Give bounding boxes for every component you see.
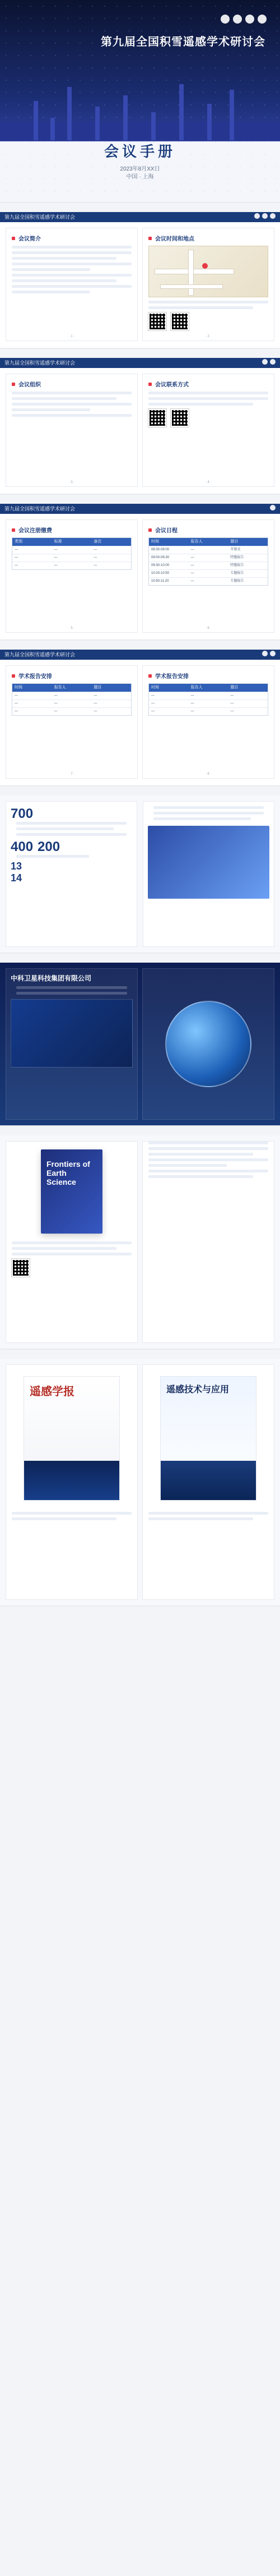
intro-spread <box>0 212 280 348</box>
table-row: 10:50-11:20 — 专题报告 <box>149 577 268 585</box>
logo-3-icon <box>245 15 254 24</box>
company-left-card <box>6 968 138 1120</box>
magazine-cover-1 <box>24 1376 120 1501</box>
strip-badges <box>260 358 276 368</box>
section-title-talks: 学术报告安排 <box>12 671 132 680</box>
strip-label: 第九届全国积雪遥感学术研讨会 <box>4 360 76 366</box>
section-title-talks-right: 学术报告安排 <box>148 671 268 680</box>
header-strip <box>0 212 280 222</box>
section-title-schedule: 会议日程 <box>148 526 268 534</box>
schedule-sheet: 会议日程 时间 报告人 题目 08:30-09:00 — 开幕式 09:00-09:30 — 特邀报告 09:30-10:00 — 特邀报告 10:20-10:50 — 专题报告 10:50-11:20 — 专题报告 · 6 · <box>142 519 274 633</box>
cover-section <box>0 0 280 202</box>
strip-badges <box>260 650 276 660</box>
organize-spread <box>0 358 280 494</box>
table-row: 10:20-10:50 — 专题报告 <box>149 569 268 577</box>
schedule-spread <box>0 504 280 640</box>
magazine-left <box>6 1364 138 1600</box>
talks-spread <box>0 650 280 785</box>
table-row: 09:00-09:30 — 特邀报告 <box>149 554 268 562</box>
journal-spread <box>0 1135 280 1349</box>
logo-4-icon <box>258 15 267 24</box>
magazine-cover-2 <box>160 1376 256 1501</box>
header-strip <box>0 504 280 514</box>
magazine-title-1: 遥感学报 <box>30 1386 74 1398</box>
header-strip <box>0 358 280 368</box>
strip-badges <box>252 212 276 222</box>
table-row: 09:30-10:00 — 特邀报告 <box>149 562 268 569</box>
venue-map <box>148 246 268 297</box>
strip-label: 第九届全国积雪遥感学术研讨会 <box>4 652 76 657</box>
manual-title: 会议手册 <box>104 143 176 160</box>
magazine-right <box>142 1364 274 1600</box>
talks-left-sheet: 学术报告安排 时间 报告人 题目 — — — — — — — — — · 7 · <box>6 665 138 779</box>
earth-graphic <box>165 1001 251 1087</box>
feature-number-200: 200 <box>38 839 60 854</box>
feature-number-700: 700 <box>11 806 34 821</box>
strip-badges <box>268 504 276 514</box>
company-name: 中科卫星科技集团有限公司 <box>11 974 92 982</box>
section-title-contact: 会议联系方式 <box>148 380 268 388</box>
city-skyline <box>0 79 280 140</box>
header-strip <box>0 650 280 660</box>
cover-title: 第九届全国积雪遥感学术研讨会 <box>101 36 265 48</box>
journal-right <box>142 1141 274 1343</box>
feature-number-13: 13 <box>11 861 22 872</box>
journal-left <box>6 1141 138 1343</box>
section-title-organize: 会议组织 <box>12 380 132 388</box>
registration-table: 类别 标准 备注 — — — — — — — — — <box>12 537 132 570</box>
registration-sheet: 会议注册缴费 类别 标准 备注 — — — — — — — — — · 5 · <box>6 519 138 633</box>
magazine-spread <box>0 1359 280 1606</box>
table-row: 08:30-09:00 — 开幕式 <box>149 546 268 554</box>
contact-sheet: 会议联系方式 · 4 · <box>142 374 274 487</box>
journal-cover <box>41 1149 102 1234</box>
section-title-venue: 会议时间和地点 <box>148 234 268 242</box>
cover-place: 中国 · 上海 <box>126 174 154 180</box>
strip-label: 第九届全国积雪遥感学术研讨会 <box>4 214 76 220</box>
company-right-card <box>142 968 274 1120</box>
logo-2-icon <box>233 15 242 24</box>
intro-sheet: 会议简介 · 1 · <box>6 228 138 341</box>
logo-1-icon <box>221 15 230 24</box>
schedule-table: 时间 报告人 题目 08:30-09:00 — 开幕式 09:00-09:30 — 特邀报告 09:30-10:00 — 特邀报告 10:20-10:50 — 专题报告 10:50-11:20 — 专题报告 <box>148 537 268 586</box>
cover-logos <box>221 15 267 24</box>
feature-company <box>0 963 280 1125</box>
journal-title: Frontiers of Earth Science <box>46 1160 90 1186</box>
feature-number-14: 14 <box>11 872 22 884</box>
organize-sheet: 会议组织 · 3 · <box>6 374 138 487</box>
strip-label: 第九届全国积雪遥感学术研讨会 <box>4 506 76 512</box>
magazine-title-2: 遥感技术与应用 <box>166 1385 230 1395</box>
talks-right-sheet: 学术报告安排 时间 报告人 题目 — — — — — — — — — · 8 · <box>142 665 274 779</box>
cover-date: 2023年8月XX日 <box>120 166 160 172</box>
feature-number-400: 400 <box>11 839 34 854</box>
section-title-intro: 会议简介 <box>12 234 132 242</box>
venue-sheet: 会议时间和地点 · 2 · <box>142 228 274 341</box>
section-title-registration: 会议注册缴费 <box>12 526 132 534</box>
feature-university <box>0 795 280 953</box>
